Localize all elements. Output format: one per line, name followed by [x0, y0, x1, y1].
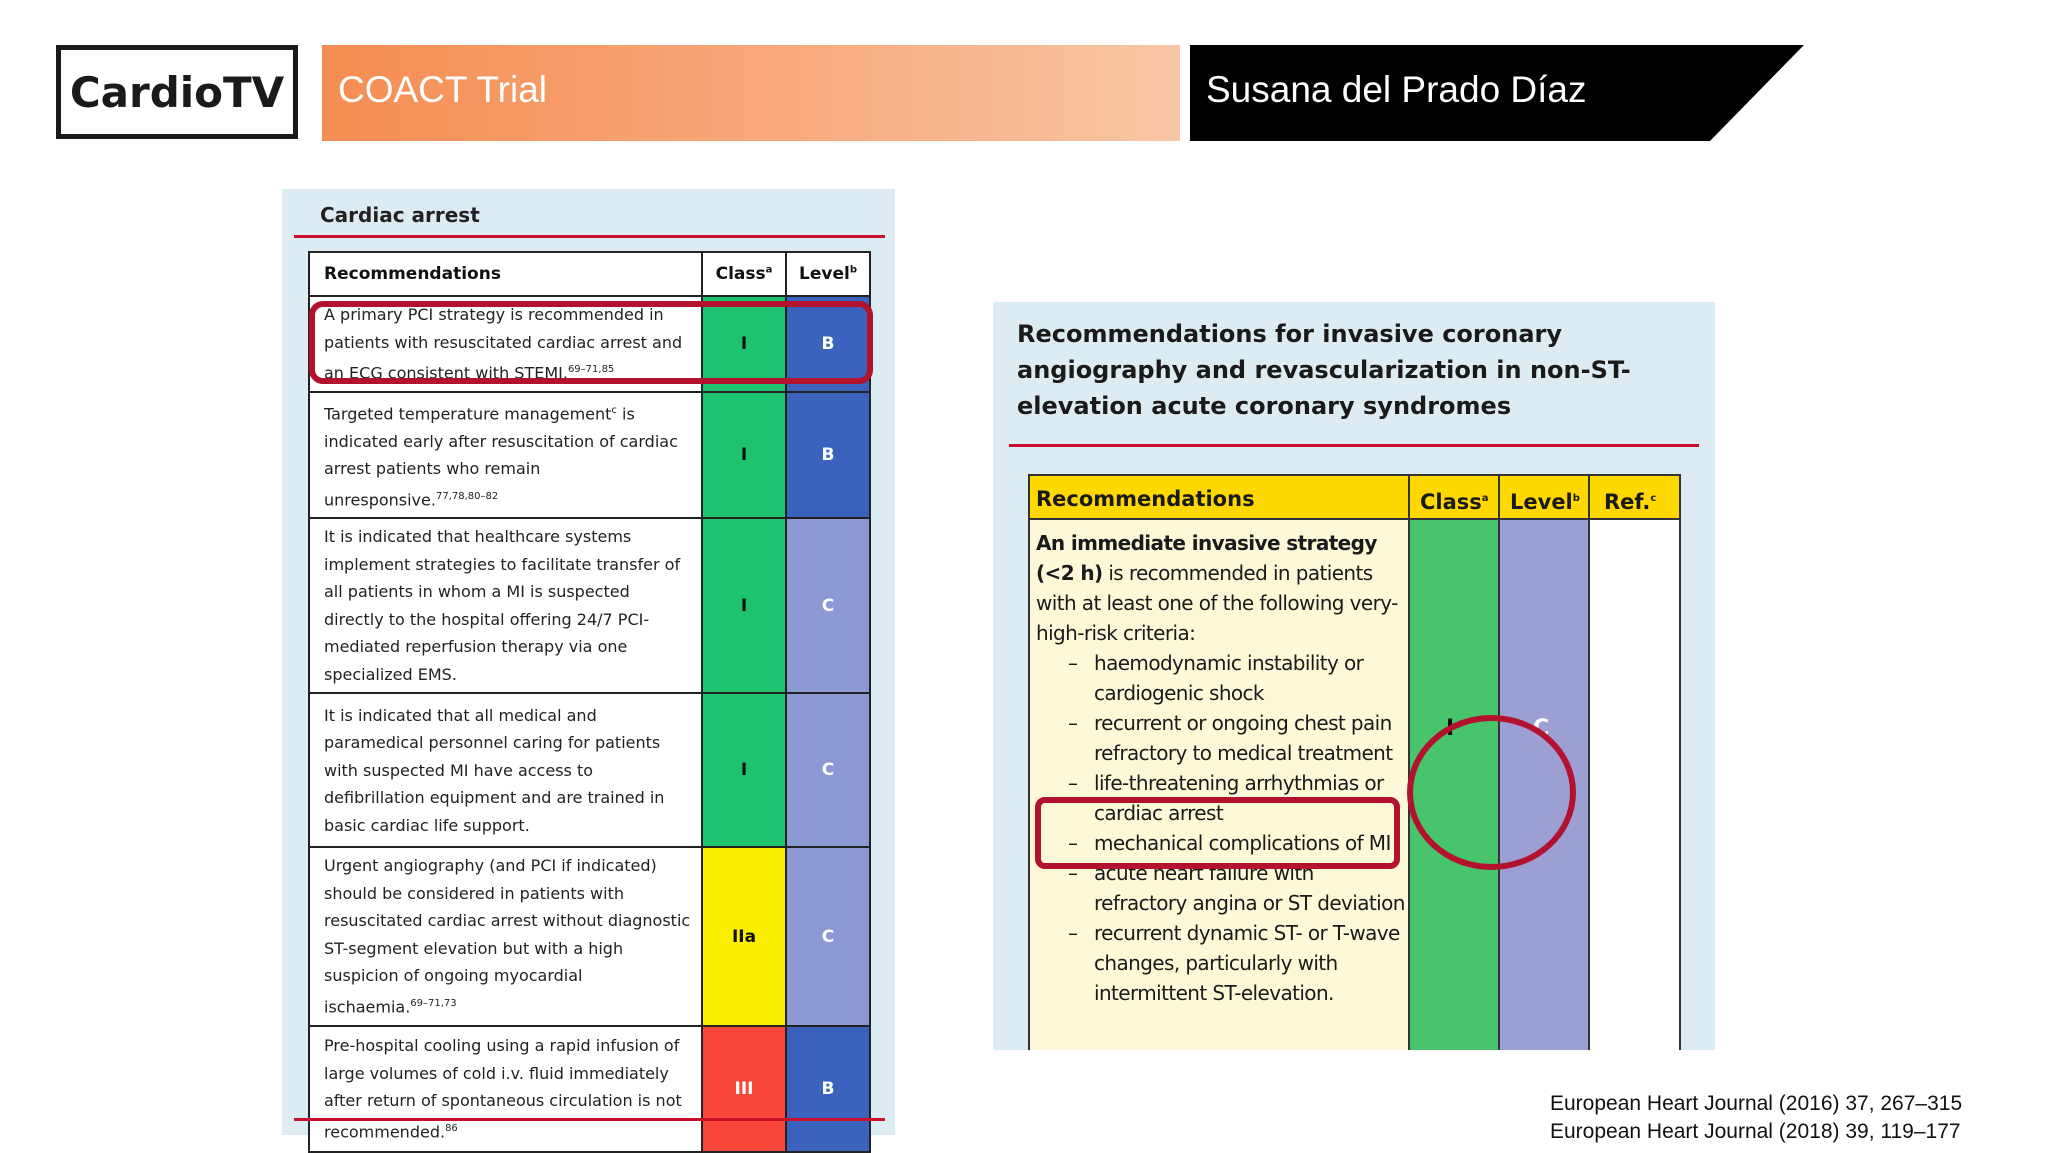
level-cell: B [786, 392, 870, 519]
right-guideline-panel [993, 302, 1715, 1050]
level-cell: C [786, 518, 870, 693]
logo-text: CardioTV [69, 67, 285, 117]
reference-line: European Heart Journal (2016) 37, 267–315 [1550, 1092, 1963, 1115]
divider [294, 1118, 885, 1121]
highlight-box [309, 301, 873, 384]
column-header-class: Class$^a$ [1420, 490, 1489, 514]
class-cell: I [702, 518, 786, 693]
slide-title: COACT Trial [338, 69, 548, 110]
list-item: – mechanical complications of MI [1068, 831, 1391, 855]
divider [1009, 444, 1699, 447]
recommendation-text: A primary PCI strategy is recommended in patients with resuscitated cardiac arrest and an ECG consistent with STEMI.$^{69-71,85}$ [309, 296, 702, 392]
recommendation-text [1036, 528, 1406, 1008]
level-cell: B [786, 1026, 870, 1152]
left-panel-heading: Cardiac arrest [320, 203, 480, 227]
class-value: I [1446, 716, 1455, 741]
class-cell: I [702, 296, 786, 392]
column-divider [1408, 476, 1410, 1050]
column-header-level: Level$^b$ [1510, 490, 1580, 514]
class-cell: III [702, 1026, 786, 1152]
column-divider [1588, 476, 1590, 1050]
class-cell: I [702, 693, 786, 847]
ref-column-fill [1590, 520, 1679, 1050]
recommendation-text: Targeted temperature management$^c$ is indicated early after resuscitation of cardiac arrest patients who remain unresponsive.$^{77,78,80-82}$ [309, 392, 702, 519]
level-cell: B [786, 296, 870, 392]
right-recommendations-table [1028, 474, 1681, 1050]
cardiotv-logo [56, 45, 298, 139]
list-item: – recurrent or ongoing chest pain refractory to medical treatment [1068, 711, 1393, 765]
table-row [309, 693, 870, 847]
list-item: – life-threatening arrhythmias or cardiac arrest [1068, 771, 1384, 825]
intro-paragraph: An immediate invasive strategy (<2 h) is recommended in patients with at least one of the following very-high-risk criteria: [1036, 531, 1398, 645]
recommendation-text: Pre-hospital cooling using a rapid infusion of large volumes of cold i.v. fluid immediately after return of spontaneous circulation is not recommended.$^{86}$ [309, 1026, 702, 1152]
highlight-circle [1407, 715, 1576, 870]
table-row [309, 847, 870, 1025]
column-header-ref: Ref.$^c$ [1604, 490, 1657, 514]
level-cell: C [786, 693, 870, 847]
list-item: – recurrent dynamic ST- or T-wave changes, particularly with intermittent ST-elevation. [1068, 921, 1400, 1005]
table-row [309, 1026, 870, 1152]
recommendation-text: Urgent angiography (and PCI if indicated) should be considered in patients with resuscitated cardiac arrest without diagnostic ST-segment elevation but with a high suspicion of ongoing myocardial ischaemia.$^{69-71,73}$ [309, 847, 702, 1025]
level-cell: C [786, 847, 870, 1025]
class-cell: IIa [702, 847, 786, 1025]
table-header-row [1030, 476, 1679, 520]
table-row [309, 392, 870, 519]
reference-line: European Heart Journal (2018) 39, 119–177 [1550, 1120, 1961, 1143]
table-row [309, 518, 870, 693]
column-header-recommendations: Recommendations [309, 252, 702, 296]
title-bar [322, 45, 1180, 141]
right-panel-heading: Recommendations for invasive coronary angiography and revascularization in non-ST-elevation acute coronary syndromes [1017, 320, 1631, 420]
references [1550, 1090, 1962, 1146]
recommendation-text: It is indicated that all medical and paramedical personnel caring for patients with suspected MI have access to defibrillation equipment and are trained in basic cardiac life support. [309, 693, 702, 847]
recommendation-text: It is indicated that healthcare systems implement strategies to facilitate transfer of all patients in whom a MI is suspected directly to the hospital offering 24/7 PCI-mediated reperfusion therapy via one specialized EMS. [309, 518, 702, 693]
level-value: C [1533, 716, 1550, 741]
column-header-class: Class$^a$ [702, 252, 786, 296]
left-recommendations-table [308, 251, 871, 1153]
column-header-level: Level$^b$ [786, 252, 870, 296]
highlight-box [1035, 797, 1400, 869]
speaker-name: Susana del Prado Díaz [1206, 69, 1587, 110]
list-item: – haemodynamic instability or cardiogenic shock [1068, 651, 1364, 705]
column-header-recommendations: Recommendations [1036, 487, 1255, 511]
list-item: – acute heart failure with refractory angina or ST deviation [1068, 861, 1405, 915]
class-cell: I [702, 392, 786, 519]
speaker-bar [1190, 45, 1804, 141]
table-header-row [309, 252, 870, 296]
divider [294, 235, 885, 238]
